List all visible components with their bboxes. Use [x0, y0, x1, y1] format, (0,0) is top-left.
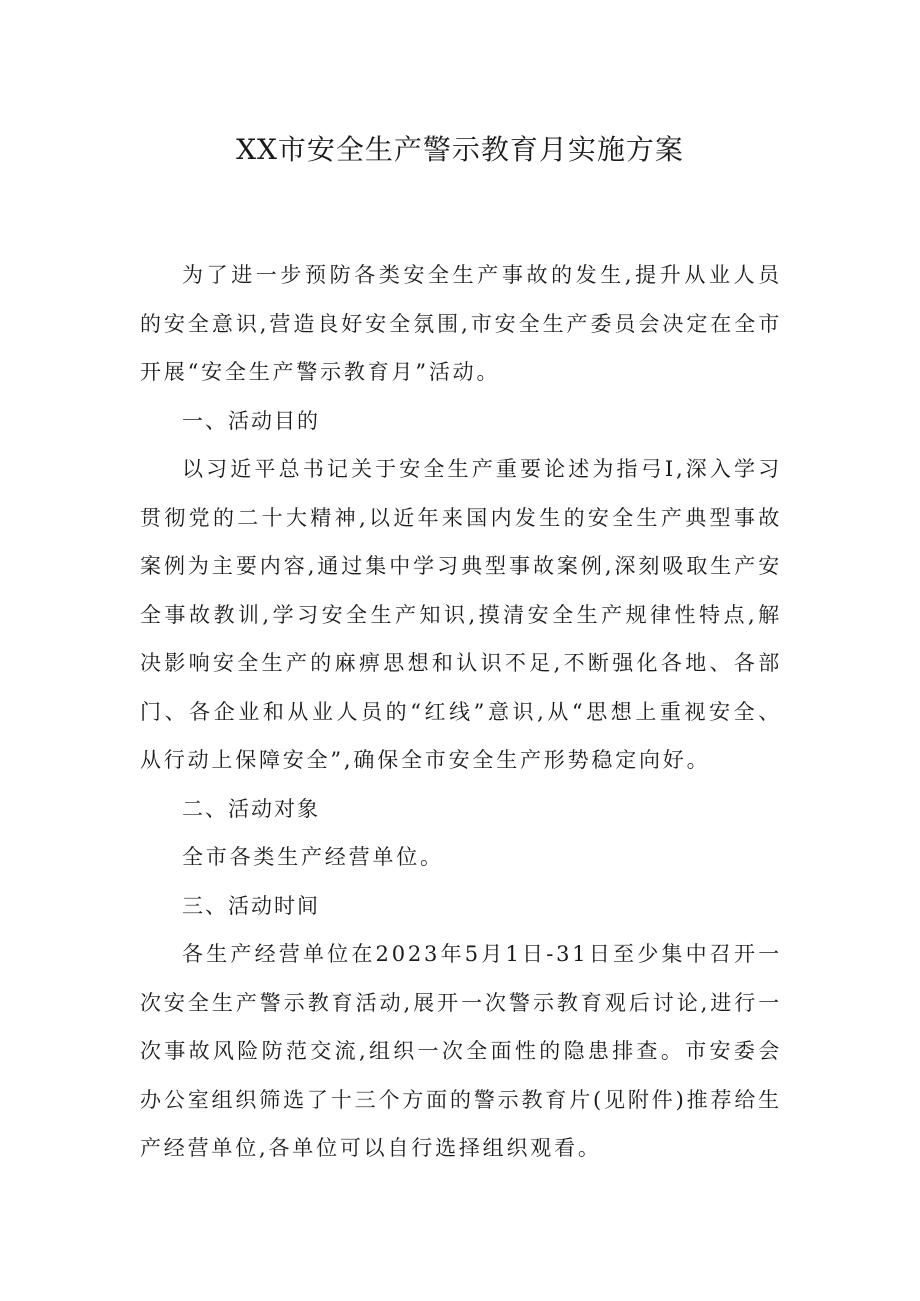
schedule-paragraph: 各生产经营单位在2023年5月1日-31日至少集中召开一次安全生产警示教育活动,展开一次警示教育观后讨论,进行一次事故风险防范交流,组织一次全面性的隐患排查。市安委会办公室组织筛选了十三个方面的警示教育片(见附件)推荐给生产经营单位,各单位可以自行选择组织观看。 — [140, 942, 782, 1160]
section-heading-schedule: 三、活动时间 — [182, 893, 320, 918]
purpose-paragraph: 以习近平总书记关于安全生产重要论述为指弓I,深入学习贯彻党的二十大精神,以近年来国内发生的安全生产典型事故案例为主要内容,通过集中学习典型事故案例,深刻吸取生产安全事故教训,学习安全生产知识,摸清安全生产规律性特点,解决影响安全生产的麻痹思想和认识不足,不断强化各地、各部门、各企业和从业人员的“红线”意识,从“思想上重视安全、从行动上保障安全”,确保全市安全生产形势稳定向好。 — [140, 457, 782, 772]
document-body — [140, 251, 782, 1173]
section-heading-target: 二、活动对象 — [182, 796, 320, 821]
target-paragraph: 全市各类生产经营单位。 — [182, 845, 444, 869]
intro-paragraph: 为了进一步预防各类安全生产事故的发生,提升从业人员的安全意识,营造良好安全氛围,市安全生产委员会决定在全市开展“安全生产警示教育月”活动。 — [140, 263, 782, 384]
document-title: XX市安全生产警示教育月实施方案 — [236, 133, 684, 166]
section-heading-purpose: 一、活动目的 — [182, 408, 320, 433]
